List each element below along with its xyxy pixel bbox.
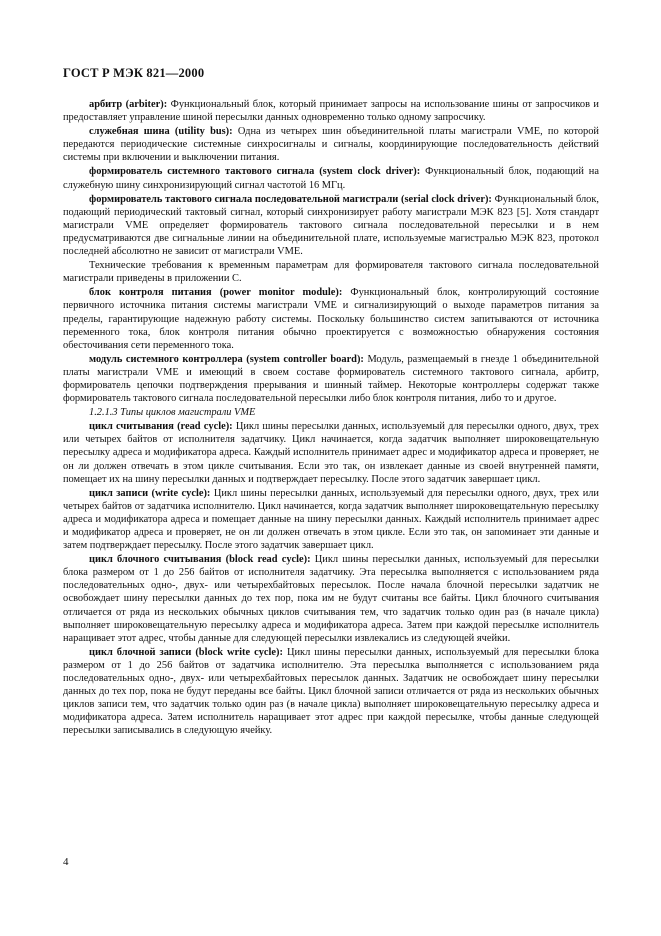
term: цикл записи (write cycle): [89,487,211,499]
term: формирователь тактового сигнала последовательной магистрали (serial clock driver): [89,193,492,205]
term: цикл блочного считывания (block read cycle): [89,554,311,566]
definition-text: Цикл шины пересылки данных, используемый для пересылки одного, двух, трех или четырех байтов от задатчика исполнителю. Цикл начинается, когда задатчик выполняет широковещательную пересылку адреса и модификатора адреса и помещает данные на шину пересылки данных. Каждый исполнитель принимает адрес и модификатор адреса и проверяет, не он ли должен отвечать в этом цикле. Если это так, он запоминает эти данные и затем подтверждает пересылку. После этого задатчик завершает цикл. [63,487,599,552]
term: модуль системного контроллера (system controller board): [89,353,364,365]
definition-text: Функциональный блок, подающий на служебную шину синхронизирующий сигнал частотой 16 МГц. [63,166,599,191]
term: цикл считывания (read cycle): [89,421,233,433]
page-number: 4 [63,856,69,868]
definition-text: Одна из четырех шин объединительной платы магистрали VME, по которой передаются периодические системные синхросигналы и сигналы, координирующие последовательность действий системы при включении и выключении питания. [63,126,599,164]
definition-text: Цикл шины пересылки данных, используемый для пересылки блока размером от 1 до 256 байтов от задатчика исполнителю. Эта пересылка выполняется с использованием ряда последовательных одно-, двух- или четырехбайтовых пересылок данных. Задатчик не освобождает шину пересылки данных до тех пор, пока не будут переданы все байты. Цикл блочной записи отличается от ряда из нескольких обычных циклов записи тем, что задатчик только один раз (в начале цикла) выполняет широковещательную пересылку адреса и модификатора адреса. Затем исполнитель наращивает этот адрес при каждой пересылке, чтобы данные следующей пересылки записывались в следующую ячейку. [63,646,599,737]
definition-paragraph [63,125,599,164]
definition-text: Функциональный блок, контролирующий состояние первичного источника питания системы магистрали VME и сигнализирующий о выходе параметров питания за пределы, гарантирующие надежную работу системы. Поскольку большинство систем запитываются от источника переменного тока, блок контроля питания обычно проектируется с возможностью обнаружения состояния обесточивания сети переменного тока. [63,287,599,351]
definition-paragraph [63,193,599,258]
paragraph-text: Технические требования к временным параметрам для формирователя тактового сигнала последовательной магистрали приведены в приложении С. [63,260,599,285]
term: арбитр (arbiter): [89,99,168,110]
definition-text: Функциональный блок, который принимает запросы на использование шины от запросчиков и предоставляет управление шиной пересылки данных одновременно только одному запросчику. [63,99,599,124]
definition-text: Модуль, размещаемый в гнезде 1 объединительной платы магистрали VME и имеющий в своем составе формирователь системного тактового сигнала, арбитр, формирователь цепочки подтверждения прерывания и шинный таймер. Некоторые контроллеры содержат также формирователь тактового сигнала последовательной пересылки либо блок контроля питания, либо то и другое. [63,353,599,405]
body-paragraph [63,259,599,285]
definition-paragraph [63,286,599,351]
term: формирователь системного тактового сигнала (system clock driver): [89,166,421,178]
definition-paragraph [63,646,599,738]
definition-paragraph [63,420,599,485]
definition-paragraph [63,98,599,124]
section-heading-text: 1.2.1.3 Типы циклов магистрали VME [89,407,256,419]
definition-paragraph [63,487,599,552]
term: служебная шина (utility bus): [89,126,233,138]
term: цикл блочной записи (block write cycle): [89,646,283,658]
definition-text: Цикл шины пересылки данных, используемый для пересылки блока размером от 1 до 256 байтов от исполнителя задатчику. Эта пересылка выполняется с использованием ряда последовательных одно-, двух- или четырехбайтовых пересылок. После начала блочной пересылки задатчик не освобождает шину пересылки данных до тех пор, пока им не будут считаны все байты. Цикл блочного считывания отличается от ряда из нескольких обычных циклов считывания тем, что задатчик только один раз (в начале цикла) выполняет широковещательную пересылку адреса и модификатора адреса. Затем при каждой пересылке исполнитель наращивает этот адрес, чтобы данные для следующей пересылки извлекались из следующей ячейки. [63,554,599,644]
definition-paragraph [63,553,599,645]
page-header: ГОСТ Р МЭК 821—2000 [63,66,205,80]
definition-text: Цикл шины пересылки данных, используемый для пересылки одного, двух, трех или четырех байтов от исполнителя задатчику. Цикл начинается, когда задатчик выполняет широковещательную пересылку адреса и модификатора адреса. Каждый исполнитель принимает адрес и модификатор адреса и проверяет, не он ли должен отвечать в этом цикле считывания. Если это так, он извлекает данные из своей внутренней памяти, помещает их на шину пересылки данных и подтверждает пересылку. После этого задатчик завершает цикл. [63,421,599,485]
definition-paragraph [63,165,599,191]
definition-paragraph [63,353,599,405]
definition-text: Функциональный блок, подающий периодический тактовый сигнал, который синхронизирует работу магистрали МЭК 823 [5]. Хотя стандарт магистрали VME определяет формирователь тактового сигнала последовательной пересылки и в нем предусматриваются две сигнальные линии на объединительной плате, используемые магистралью МЭК 823, протокол последней абсолютно не зависит от магистрали VME. [63,193,599,258]
section-heading [63,406,599,419]
document-body [63,98,599,739]
term: блок контроля питания (power monitor module): [89,287,343,299]
